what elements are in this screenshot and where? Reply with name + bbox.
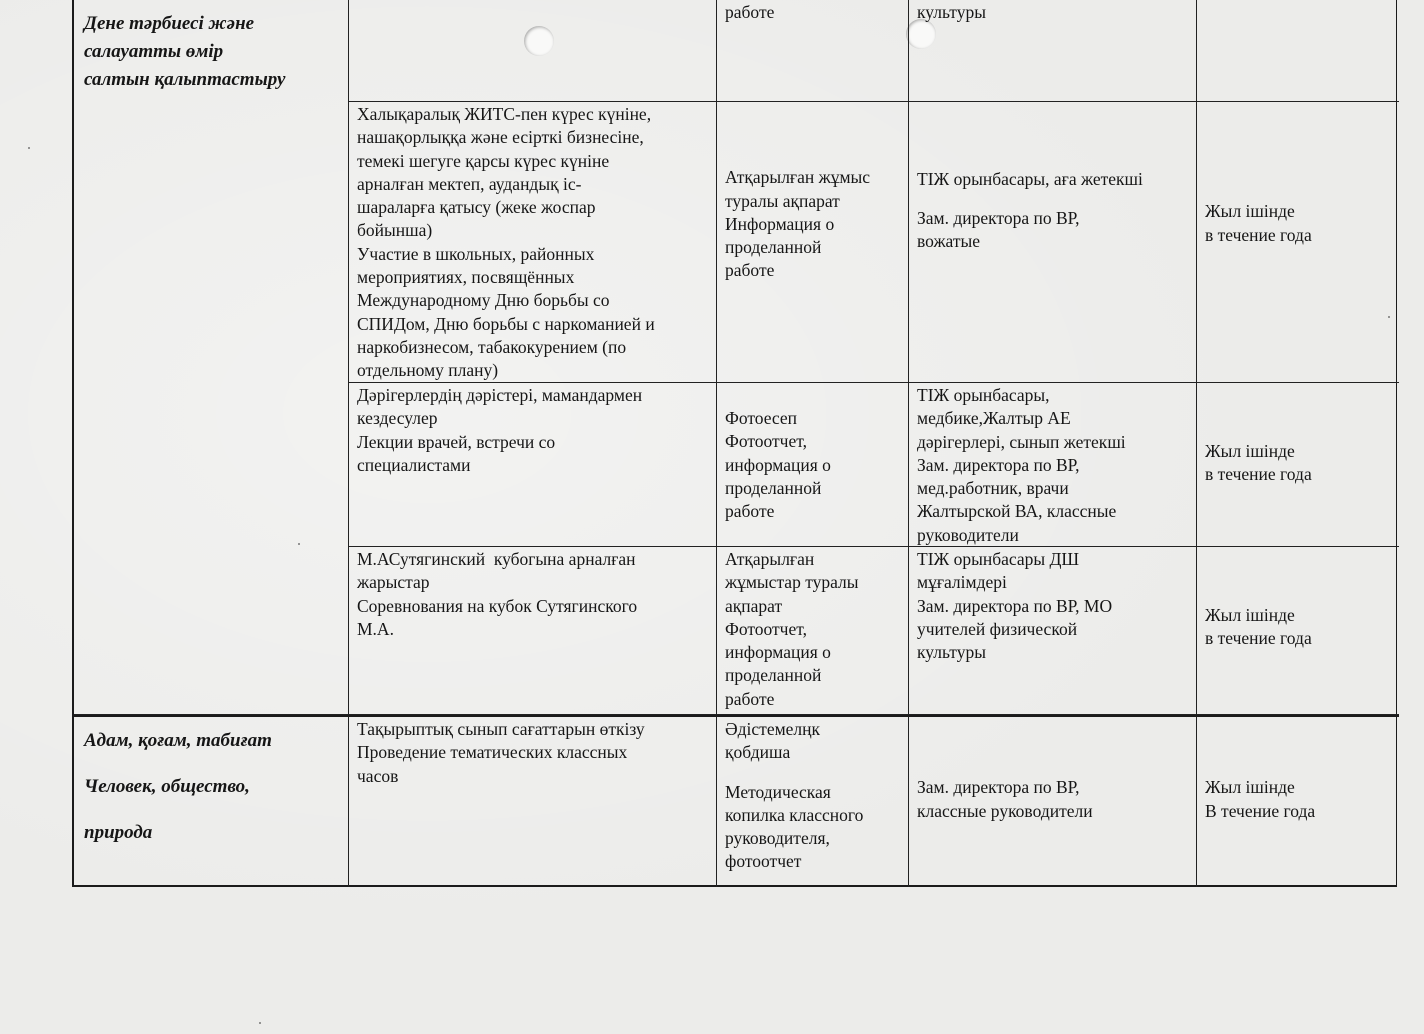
event-line: СПИДом, Дню борьбы с наркоманией и bbox=[357, 313, 655, 334]
responsible-cell bbox=[909, 0, 1197, 102]
deadline-line: в течение года bbox=[1205, 628, 1312, 648]
responsible-line: культуры bbox=[917, 642, 986, 663]
section-label-society bbox=[74, 715, 349, 887]
deadline-cell bbox=[1197, 102, 1399, 383]
deadline-line: в течение года bbox=[1205, 224, 1312, 245]
responsible-line: классные руководители bbox=[917, 800, 1093, 821]
event-line: Участие в школьных, районных bbox=[357, 243, 595, 264]
deadline-cell bbox=[1197, 0, 1399, 102]
result-line: Әдістемелңк bbox=[725, 719, 821, 739]
responsible-line: Зам. директора по ВР, bbox=[917, 207, 1080, 228]
section-title-line: салауатты өмір bbox=[84, 41, 224, 62]
deadline-line: в течение года bbox=[1205, 464, 1312, 484]
event-cell bbox=[349, 102, 717, 383]
responsible-cell bbox=[909, 715, 1197, 887]
responsible-line: ТІЖ орынбасары ДШ bbox=[917, 549, 1080, 569]
result-line: проделанной bbox=[725, 477, 822, 498]
result-line: проделанной bbox=[725, 237, 822, 258]
result-line: фотоотчет bbox=[725, 851, 802, 872]
responsible-line: медбике,Жалтыр АЕ bbox=[917, 408, 1071, 429]
responsible-line: мұғалімдері bbox=[917, 572, 1007, 593]
event-line: Международному Дню борьбы со bbox=[357, 290, 610, 311]
deadline-cell bbox=[1197, 715, 1399, 887]
deadline-line: В течение года bbox=[1205, 800, 1316, 821]
responsible-line: дәрігерлері, сынып жетекші bbox=[917, 431, 1126, 452]
responsible-line: мед.работник, врачи bbox=[917, 478, 1069, 499]
event-line: арналған мектеп, аудандық іс- bbox=[357, 173, 582, 194]
event-line: отдельному плану) bbox=[357, 360, 499, 381]
deadline-cell bbox=[1197, 547, 1399, 715]
responsible-line: культуры bbox=[917, 2, 986, 22]
event-line: Тақырыптық сынып сағаттарын өткізу bbox=[357, 719, 645, 739]
deadline-line: Жыл ішінде bbox=[1205, 604, 1295, 625]
responsible-line: ТІЖ орынбасары, аға жетекші bbox=[917, 168, 1143, 189]
responsible-cell bbox=[909, 102, 1197, 383]
event-line: наркобизнесом, табакокурением (по bbox=[357, 336, 627, 357]
responsible-line: Жалтырской ВА, классные bbox=[917, 501, 1117, 522]
result-line: Атқарылған bbox=[725, 549, 815, 569]
event-line: специалистами bbox=[357, 454, 471, 475]
result-line: проделанной bbox=[725, 665, 822, 686]
result-line: работе bbox=[725, 2, 775, 22]
section-label-health bbox=[74, 0, 349, 715]
event-line: Соревнования на кубок Сутягинского bbox=[357, 595, 638, 616]
result-cell bbox=[717, 715, 909, 887]
responsible-line: учителей физической bbox=[917, 618, 1078, 639]
result-cell bbox=[717, 102, 909, 383]
result-line: информация о bbox=[725, 454, 831, 475]
event-line: бойынша) bbox=[357, 220, 433, 241]
event-line: М.А. bbox=[357, 618, 394, 639]
event-line: Проведение тематических классных bbox=[357, 742, 628, 763]
event-cell bbox=[349, 715, 717, 887]
result-line: Фотоесеп bbox=[725, 408, 798, 428]
responsible-line: Зам. директора по ВР, МО bbox=[917, 595, 1113, 616]
section-title-line: Человек, общество, bbox=[84, 776, 250, 797]
result-line: жұмыстар туралы bbox=[725, 572, 859, 593]
event-cell bbox=[349, 0, 717, 102]
section-title-line: Адам, қоғам, табиғат bbox=[84, 730, 272, 751]
result-line: Фотоотчет, bbox=[725, 431, 807, 452]
plan-table bbox=[72, 0, 1397, 887]
deadline-line: Жыл ішінде bbox=[1205, 440, 1295, 461]
deadline-line: Жыл ішінде bbox=[1205, 777, 1295, 798]
deadline-line: Жыл ішінде bbox=[1205, 201, 1295, 222]
responsible-line: ТІЖ орынбасары, bbox=[917, 385, 1050, 405]
result-cell bbox=[717, 0, 909, 102]
event-line: М.АСутягинский кубогына арналған bbox=[357, 549, 636, 569]
result-cell bbox=[717, 547, 909, 715]
event-line: Дәрігерлердің дәрістері, мамандармен bbox=[357, 385, 643, 405]
result-line: Фотоотчет, bbox=[725, 618, 807, 639]
event-line: часов bbox=[357, 765, 399, 786]
scan-speck bbox=[28, 147, 30, 149]
result-line: Атқарылған жұмыс bbox=[725, 167, 871, 188]
section-title-line: салтын қалыптастыру bbox=[84, 69, 286, 90]
result-line: Информация о bbox=[725, 213, 835, 234]
event-line: темекі шегуге қарсы күрес күніне bbox=[357, 150, 610, 171]
result-line: туралы ақпарат bbox=[725, 190, 840, 211]
result-line: ақпарат bbox=[725, 595, 783, 616]
result-line: работе bbox=[725, 260, 775, 281]
section-title-line: Дене тәрбиесі және bbox=[84, 13, 255, 34]
responsible-cell bbox=[909, 383, 1197, 547]
event-line: мероприятиях, посвящённых bbox=[357, 267, 575, 288]
result-line: работе bbox=[725, 501, 775, 522]
result-line: қобдиша bbox=[725, 742, 791, 763]
event-line: кездесулер bbox=[357, 408, 438, 429]
event-cell bbox=[349, 383, 717, 547]
event-line: Лекции врачей, встречи со bbox=[357, 431, 556, 452]
result-cell bbox=[717, 383, 909, 547]
event-line: нашақорлыққа және есірткі бизнесіне, bbox=[357, 127, 644, 148]
responsible-line: руководители bbox=[917, 524, 1019, 545]
event-line: шараларға қатысу (жеке жоспар bbox=[357, 197, 596, 218]
section-title-line: природа bbox=[84, 822, 153, 843]
event-line: Халықаралық ЖИТС-пен күрес күніне, bbox=[357, 104, 652, 124]
responsible-line: Зам. директора по ВР, bbox=[917, 454, 1080, 475]
event-cell bbox=[349, 547, 717, 715]
result-line: руководителя, bbox=[725, 828, 830, 849]
result-line: информация о bbox=[725, 642, 831, 663]
scan-speck bbox=[259, 1022, 261, 1024]
deadline-cell bbox=[1197, 383, 1399, 547]
result-line: Методическая bbox=[725, 781, 831, 802]
result-line: работе bbox=[725, 688, 775, 709]
responsible-line: Зам. директора по ВР, bbox=[917, 777, 1080, 798]
event-line: жарыстар bbox=[357, 572, 430, 593]
result-line: копилка классного bbox=[725, 804, 864, 825]
responsible-cell bbox=[909, 547, 1197, 715]
responsible-line: вожатые bbox=[917, 231, 981, 252]
